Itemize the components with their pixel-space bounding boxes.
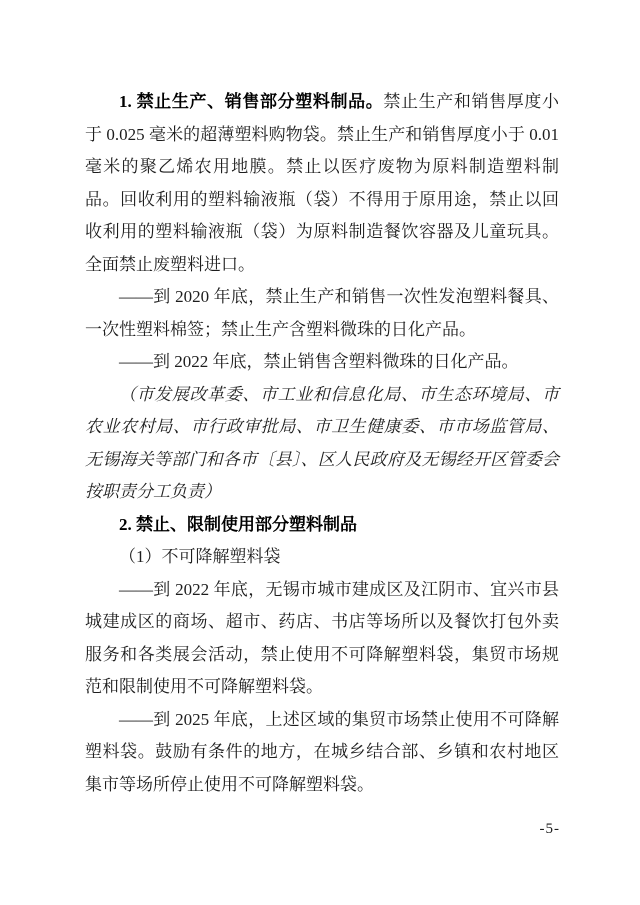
- paragraph-deadline-2025-bags: ——到 2025 年底，上述区域的集贸市场禁止使用不可降解塑料袋。鼓励有条件的地方，在城乡结合部、乡镇和农村地区集市等场所停止使用不可降解塑料袋。: [85, 709, 559, 794]
- paragraph-deadline-2020: ——到 2020 年底，禁止生产和销售一次性发泡塑料餐具、一次性塑料棉签；禁止生产含塑料微珠的日化产品。: [85, 287, 559, 339]
- paragraph-deadline-2022-microbeads: ——到 2022 年底，禁止销售含塑料微珠的日化产品。: [119, 352, 519, 371]
- section-1-heading: 1. 禁止生产、销售部分塑料制品。: [119, 92, 384, 111]
- paragraph-subitem-1: （1）不可降解塑料袋: [119, 547, 281, 566]
- paragraph-section-1: [85, 86, 559, 281]
- paragraph-section-2-heading: 2. 禁止、限制使用部分塑料制品: [119, 514, 357, 534]
- paragraph-responsible-departments: （市发展改革委、市工业和信息化局、市生态环境局、市农业农村局、市行政审批局、市卫生健康委、市市场监管局、无锡海关等部门和各市〔县〕、区人民政府及无锡经开区管委会按职责分工负责）: [85, 384, 559, 501]
- paragraph-deadline-2022-bags: ——到 2022 年底，无锡市城市建成区及江阴市、宜兴市县城建成区的商场、超市、药店、书店等场所以及餐饮打包外卖服务和各类展会活动，禁止使用不可降解塑料袋，集贸市场规范和限制使用不可降解塑料袋。: [85, 579, 559, 696]
- document-body: [85, 86, 559, 801]
- page-number: -5-: [539, 821, 560, 837]
- section-1-text: 禁止生产和销售厚度小于 0.025 毫米的超薄塑料购物袋。禁止生产和销售厚度小于 0.01 毫米的聚乙烯农用地膜。禁止以医疗废物为原料制造塑料制品。回收利用的塑料输液瓶（袋）不得用于原用途，禁止以回收利用的塑料输液瓶（袋）为原料制造餐饮容器及儿童玩具。全面禁止废塑料进口。: [85, 92, 559, 274]
